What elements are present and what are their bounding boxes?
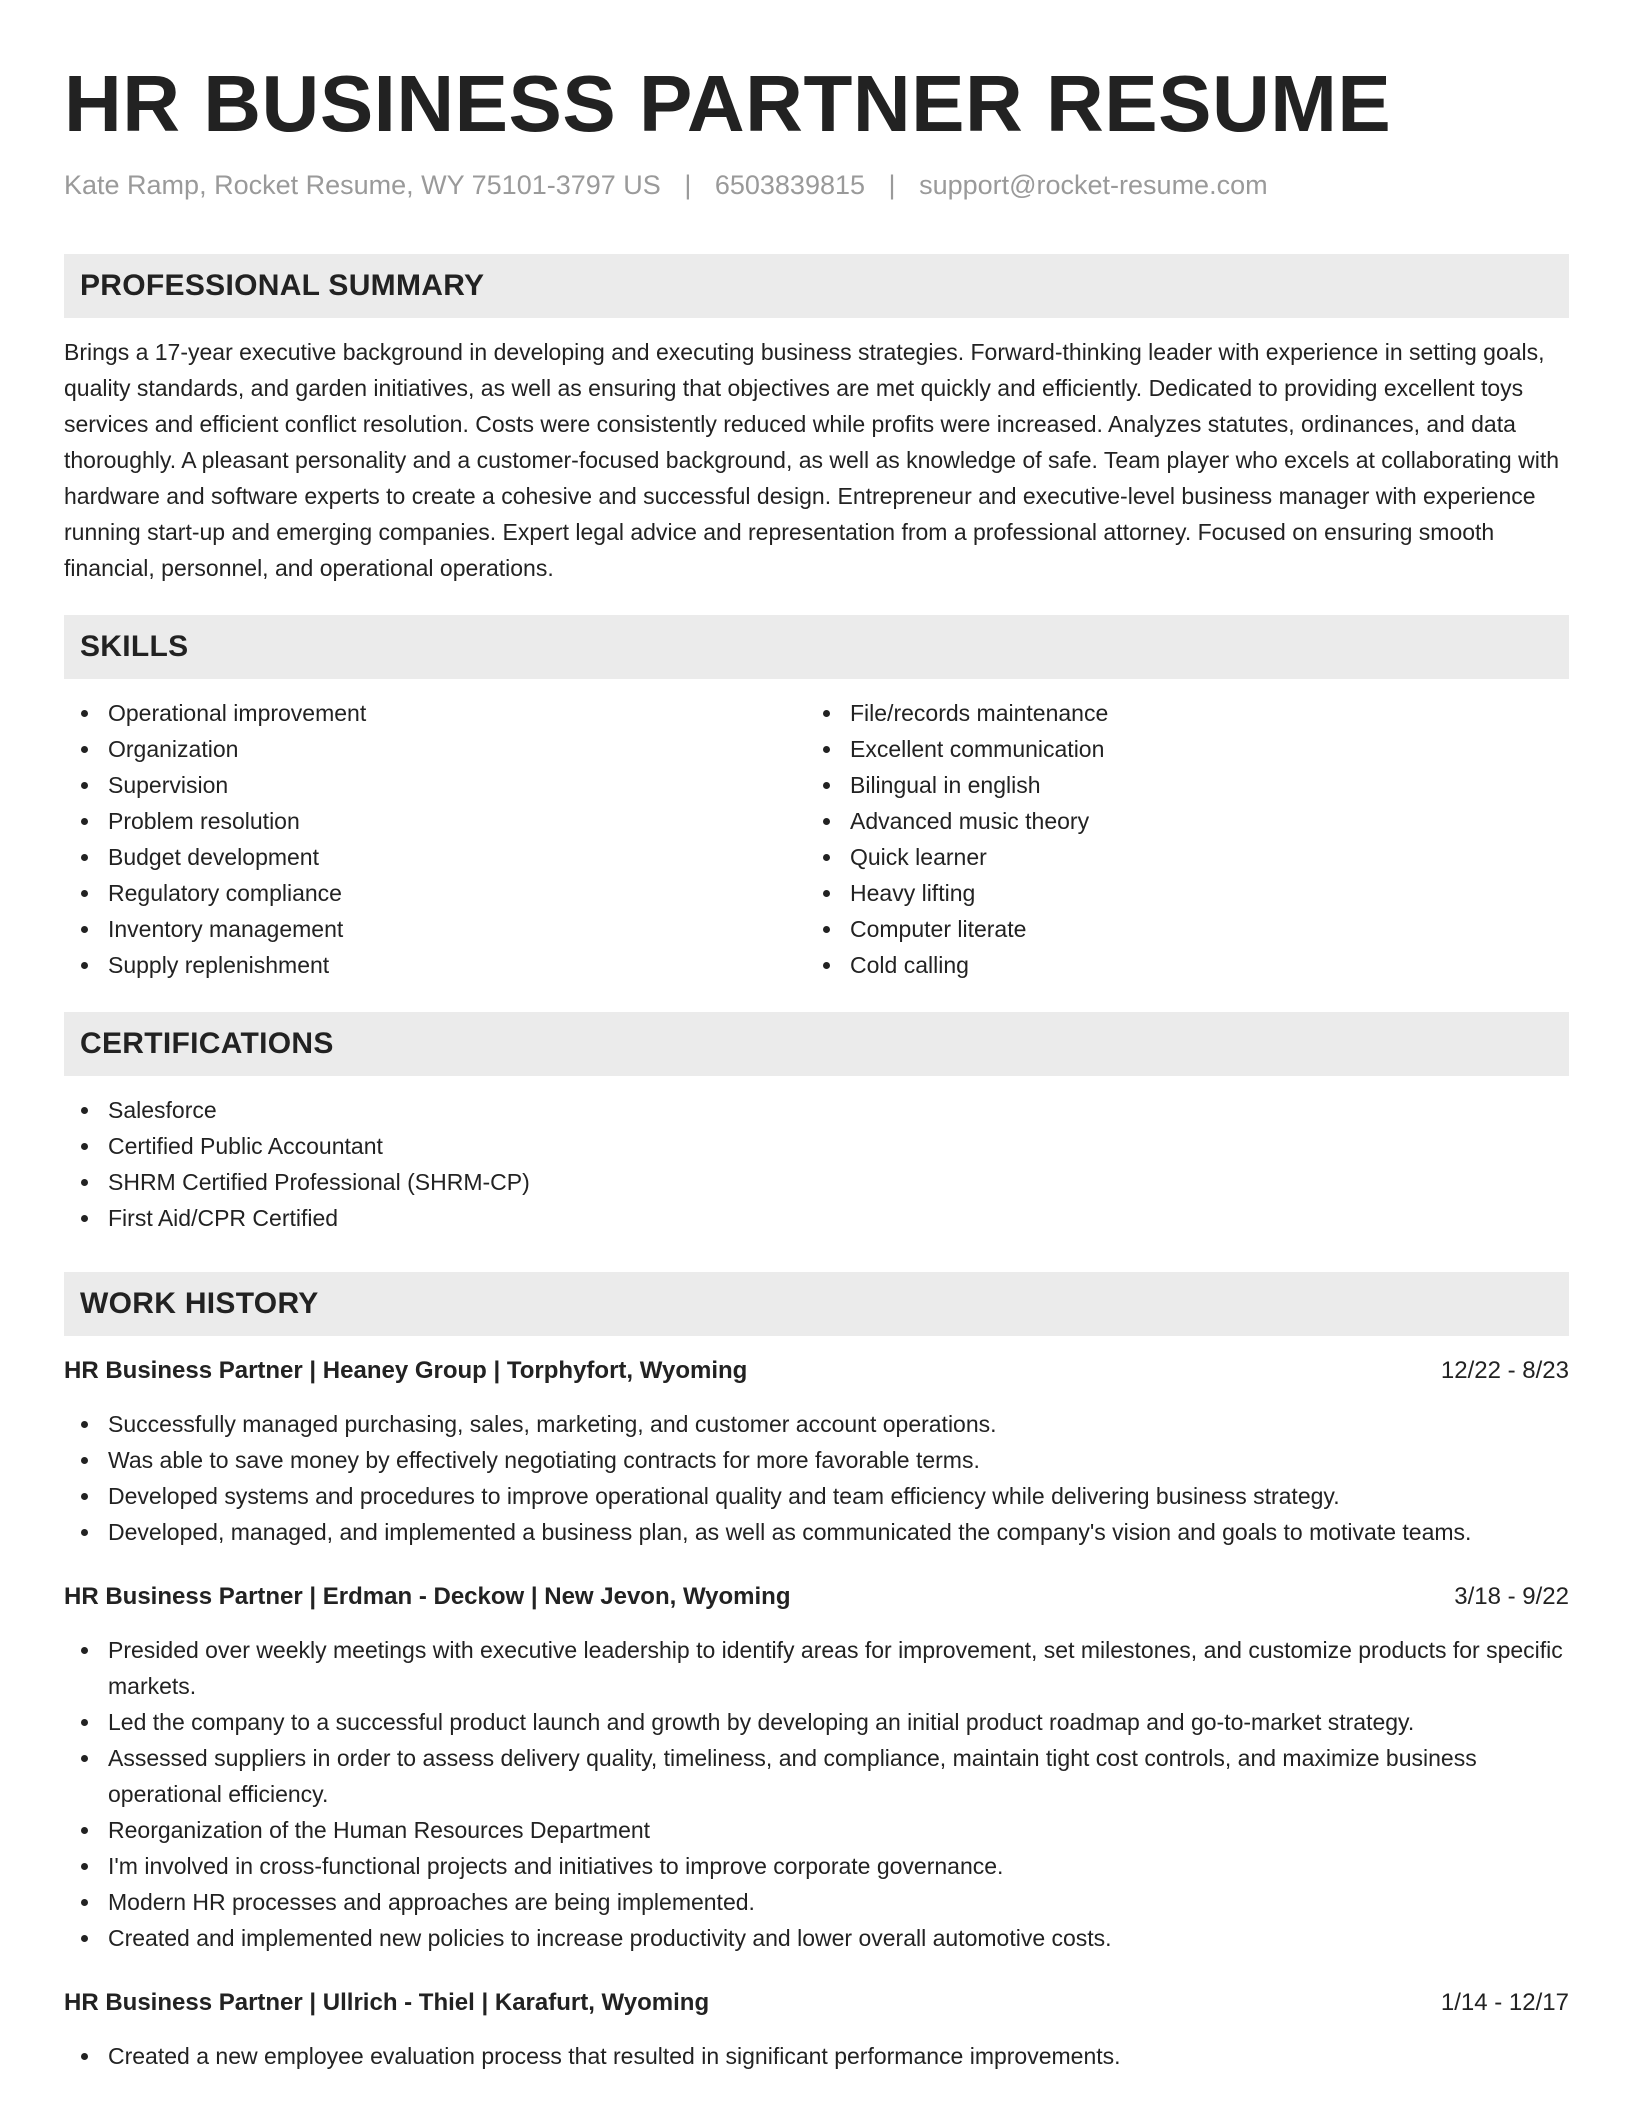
list-item: Organization <box>64 731 806 767</box>
list-item: Computer literate <box>806 911 1548 947</box>
list-item: Advanced music theory <box>806 803 1548 839</box>
resume-content <box>64 58 1569 2074</box>
list-item: File/records maintenance <box>806 695 1548 731</box>
list-item: SHRM Certified Professional (SHRM-CP) <box>64 1164 1569 1200</box>
job-title: HR Business Partner | Heaney Group | Torphyfort, Wyoming <box>64 1357 748 1384</box>
job-dates: 1/14 - 12/17 <box>1440 1989 1569 2016</box>
job-bullets <box>64 1406 1569 1550</box>
list-item: Quick learner <box>806 839 1548 875</box>
certifications-section-header <box>64 1012 1569 1076</box>
job-bullets <box>64 2038 1569 2074</box>
job-entry <box>64 1986 1569 2074</box>
job-header <box>64 1354 1569 1388</box>
list-item: Presided over weekly meetings with executive leadership to identify areas for improvement, set milestones, and customize products for specific markets. <box>64 1632 1569 1704</box>
list-item: Regulatory compliance <box>64 875 806 911</box>
job-dates: 3/18 - 9/22 <box>1454 1583 1569 1610</box>
list-item: Budget development <box>64 839 806 875</box>
list-item: Supervision <box>64 767 806 803</box>
list-item: Excellent communication <box>806 731 1548 767</box>
job-entry <box>64 1354 1569 1550</box>
resume-title: HR BUSINESS PARTNER RESUME <box>64 59 1392 148</box>
contact-phone: 6503839815 <box>714 170 866 200</box>
summary-text: Brings a 17-year executive background in developing and executing business strategies. Forward-thinking leader with experience in setting goals, quality standards, and garden initiatives, as well as ensuring that objectives are met quickly and efficiently. Dedicated to providing excellent toys services and efficient conflict resolution. Costs were consistently reduced while profits were increased. Analyzes statutes, ordinances, and data thoroughly. A pleasant personality and a customer-focused background, as well as knowledge of safe. Team player who excels at collaborating with hardware and software experts to create a cohesive and successful design. Entrepreneur and executive-level business manager with experience running start-up and emerging companies. Expert legal advice and representation from a professional attorney. Focused on ensuring smooth financial, personnel, and operational operations. <box>64 339 1560 581</box>
work-history-section-header <box>64 1272 1569 1336</box>
list-item: Inventory management <box>64 911 806 947</box>
contact-separator: | <box>888 170 896 200</box>
list-item: Developed, managed, and implemented a business plan, as well as communicated the company's vision and goals to motivate teams. <box>64 1514 1569 1550</box>
certifications-list <box>64 1092 1569 1236</box>
section-heading: PROFESSIONAL SUMMARY <box>80 269 485 302</box>
skills-section-header <box>64 615 1569 679</box>
list-item: Problem resolution <box>64 803 806 839</box>
contact-email[interactable]: support@rocket-resume.com <box>919 170 1268 200</box>
section-heading: WORK HISTORY <box>80 1287 319 1320</box>
list-item: Created a new employee evaluation process that resulted in significant performance improvements. <box>64 2038 1569 2074</box>
list-item: First Aid/CPR Certified <box>64 1200 1569 1236</box>
job-header <box>64 1580 1569 1614</box>
job-header <box>64 1986 1569 2020</box>
list-item: Developed systems and procedures to improve operational quality and team efficiency while delivering business strategy. <box>64 1478 1569 1514</box>
list-item: I'm involved in cross-functional projects and initiatives to improve corporate governance. <box>64 1848 1569 1884</box>
list-item: Salesforce <box>64 1092 1569 1128</box>
list-item: Bilingual in english <box>806 767 1548 803</box>
list-item: Heavy lifting <box>806 875 1548 911</box>
contact-address: Kate Ramp, Rocket Resume, WY 75101-3797 US <box>64 170 661 200</box>
job-dates: 12/22 - 8/23 <box>1440 1357 1569 1384</box>
list-item: Was able to save money by effectively negotiating contracts for more favorable terms. <box>64 1442 1569 1478</box>
skills-list-right <box>806 695 1548 983</box>
list-item: Created and implemented new policies to increase productivity and lower overall automotive costs. <box>64 1920 1569 1956</box>
job-title: HR Business Partner | Erdman - Deckow | New Jevon, Wyoming <box>64 1583 791 1610</box>
list-item: Led the company to a successful product launch and growth by developing an initial product roadmap and go-to-market strategy. <box>64 1704 1569 1740</box>
list-item: Modern HR processes and approaches are being implemented. <box>64 1884 1569 1920</box>
list-item: Reorganization of the Human Resources Department <box>64 1812 1569 1848</box>
skills-list-left <box>64 695 806 983</box>
section-heading: CERTIFICATIONS <box>80 1027 334 1060</box>
list-item: Assessed suppliers in order to assess delivery quality, timeliness, and compliance, maintain tight cost controls, and maximize business operational efficiency. <box>64 1740 1569 1812</box>
job-entry <box>64 1580 1569 1956</box>
contact-separator: | <box>684 170 692 200</box>
skills-grid <box>64 695 1569 983</box>
job-bullets <box>64 1632 1569 1956</box>
list-item: Successfully managed purchasing, sales, marketing, and customer account operations. <box>64 1406 1569 1442</box>
list-item: Operational improvement <box>64 695 806 731</box>
job-title: HR Business Partner | Ullrich - Thiel | Karafurt, Wyoming <box>64 1989 710 2016</box>
summary-section-header <box>64 254 1569 318</box>
contact-line <box>64 168 1569 202</box>
list-item: Cold calling <box>806 947 1548 983</box>
section-heading: SKILLS <box>80 630 189 663</box>
list-item: Certified Public Accountant <box>64 1128 1569 1164</box>
list-item: Supply replenishment <box>64 947 806 983</box>
